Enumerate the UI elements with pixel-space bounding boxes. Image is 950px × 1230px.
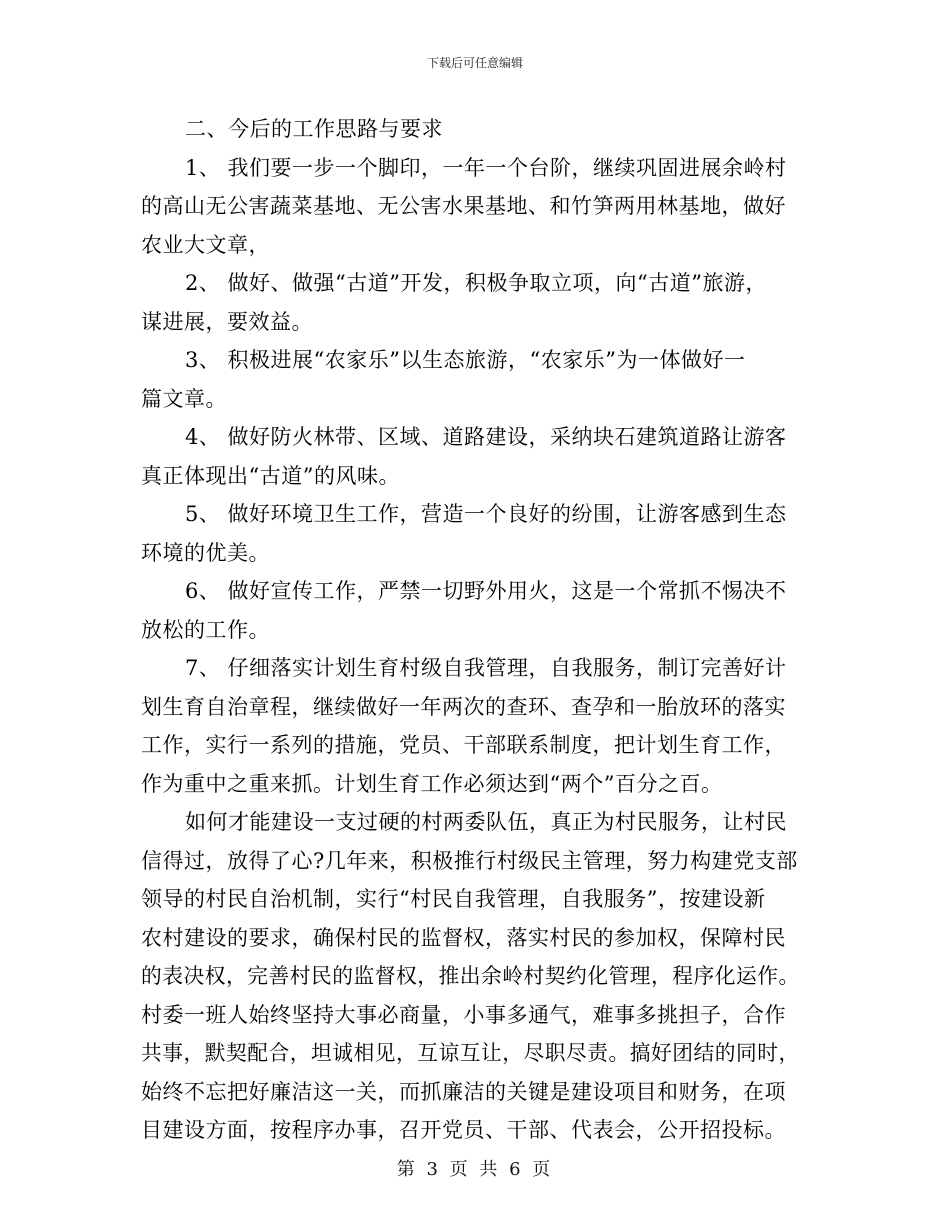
paragraph-line-7: 共事，默契配合，坦诚相见，互谅互让，尽职尽责。搞好团结的同时， bbox=[141, 1041, 800, 1065]
paragraph-line-5: 的表决权，完善村民的监督权，推出余岭村契约化管理，程序化运作。 bbox=[141, 964, 800, 988]
list-item-5-line-1: 5、 做好环境卫生工作，营造一个良好的纷围，让游客感到生态 bbox=[185, 502, 787, 526]
paragraph-line-8: 始终不忘把好廉洁这一关，而抓廉洁的关键是建设项目和财务，在项 bbox=[141, 1079, 786, 1104]
list-item-7-line-2: 划生育自治章程，继续做好一年两次的查环、查孕和一胎放环的落实 bbox=[141, 694, 786, 719]
paragraph-line-2: 信得过，放得了心?几年来，积极推行村级民主管理，努力构建党支部 bbox=[141, 848, 798, 873]
list-item-6-line-2: 放松的工作。 bbox=[141, 617, 270, 642]
section-heading: 二、今后的工作思路与要求 bbox=[185, 117, 443, 141]
list-item-1-line-1: 1、 我们要一步一个脚印，一年一个台阶，继续巩固进展余岭村 bbox=[185, 155, 787, 180]
list-item-2-line-2: 谋进展，要效益。 bbox=[141, 309, 313, 334]
paragraph-line-1: 如何才能建设一支过硬的村两委队伍，真正为村民服务，让村民 bbox=[185, 810, 787, 834]
page-number: 第 3 页 共 6 页 bbox=[396, 1159, 554, 1180]
list-item-3-line-1: 3、 积极进展“农家乐”以生态旅游，“农家乐”为一体做好一 bbox=[185, 348, 746, 372]
list-item-7-line-1: 7、 仔细落实计划生育村级自我管理，自我服务，制订完善好计 bbox=[185, 656, 787, 680]
list-item-7-line-3: 工作，实行一系列的措施，党员、干部联系制度，把计划生育工作， bbox=[141, 733, 786, 757]
paragraph-line-3: 领导的村民自治机制，实行“村民自我管理，自我服务”，按建设新 bbox=[141, 887, 766, 911]
list-item-6-line-1: 6、 做好宣传工作，严禁一切野外用火，这是一个常抓不惕决不 bbox=[185, 579, 787, 603]
paragraph-line-4: 农村建设的要求，确保村民的监督权，落实村民的参加权，保障村民 bbox=[141, 925, 786, 950]
list-item-2-line-1: 2、 做好、做强“古道”开发，积极争取立项，向“古道”旅游， bbox=[185, 271, 767, 295]
list-item-3-line-2: 篇文章。 bbox=[141, 386, 227, 411]
page-header-note: 下载后可任意编辑 bbox=[426, 56, 523, 70]
list-item-5-line-2: 环境的优美。 bbox=[141, 540, 270, 565]
list-item-7-line-4: 作为重中之重来抓。计划生育工作必须达到“两个”百分之百。 bbox=[141, 771, 723, 796]
list-item-1-line-3: 农业大文章， bbox=[141, 232, 270, 257]
paragraph-line-6: 村委一班人始终坚持大事必商量，小事多通气，难事多挑担子，合作 bbox=[141, 1002, 786, 1027]
paragraph-line-9: 目建设方面，按程序办事，召开党员、干部、代表会，公开招投标。 bbox=[141, 1118, 786, 1142]
document-body bbox=[141, 110, 807, 1150]
list-item-1-line-2: 的高山无公害蔬菜基地、无公害水果基地、和竹笋两用林基地，做好 bbox=[141, 194, 786, 218]
list-item-4-line-2: 真正体现出“古道”的风味。 bbox=[141, 463, 400, 488]
list-item-4-line-1: 4、 做好防火林带、区域、道路建设，采纳块石建筑道路让游客 bbox=[185, 425, 787, 449]
